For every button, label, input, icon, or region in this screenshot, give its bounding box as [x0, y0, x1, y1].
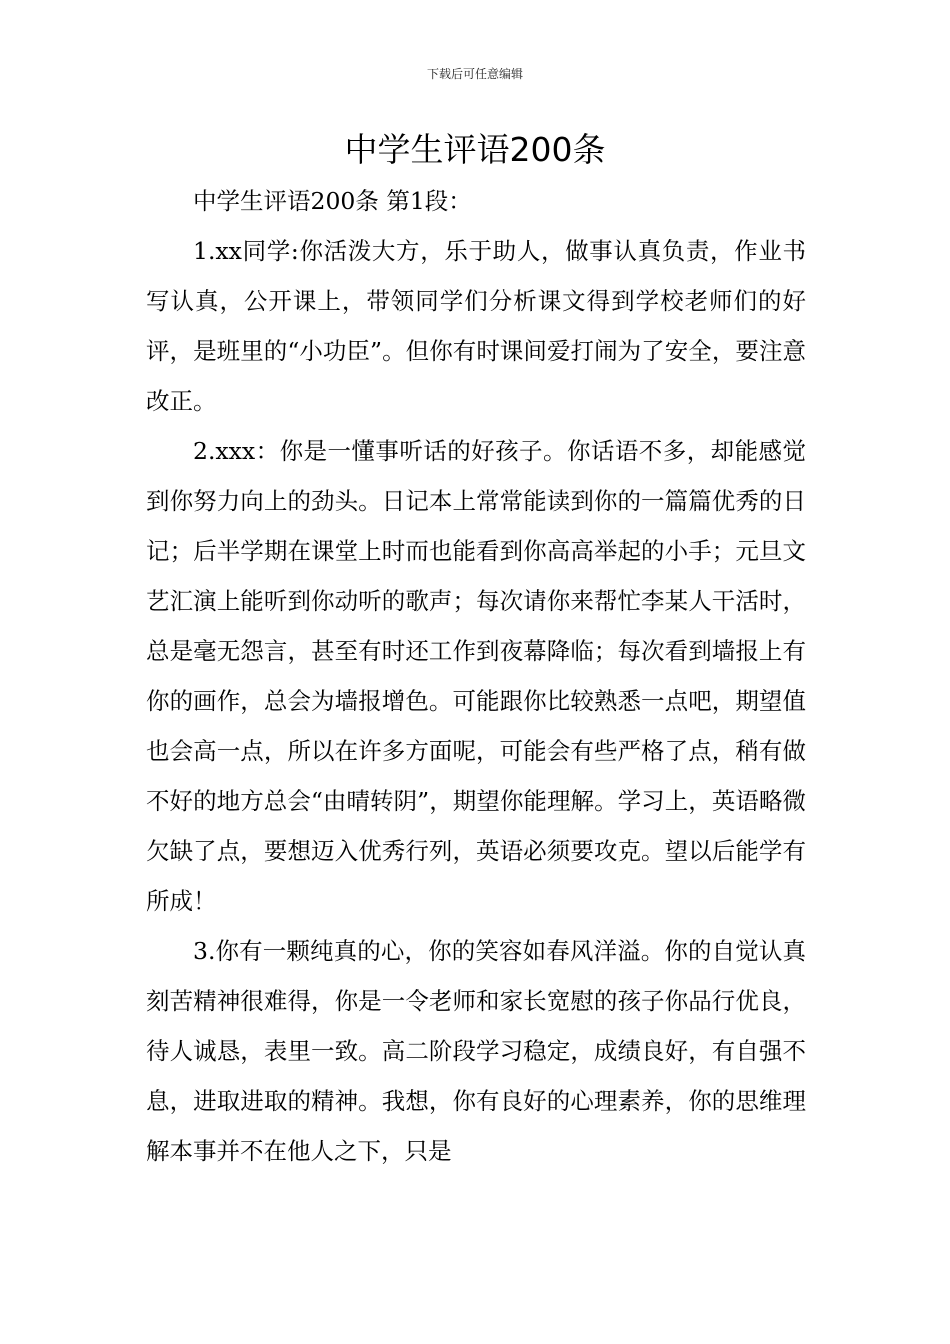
paragraph-comment-2: 2.xxx：你是一懂事听话的好孩子。你话语不多，却能感觉到你努力向上的劲头。日记本上常常能读到你的一篇篇优秀的日记；后半学期在课堂上时而也能看到你高高举起的小手；元旦文艺汇演上能听到你动听的歌声；每次请你来帮忙李某人干活时，总是毫无怨言，甚至有时还工作到夜幕降临；每次看到墙报上有你的画作，总会为墙报增色。可能跟你比较熟悉一点吧，期望值也会高一点，所以在许多方面呢，可能会有些严格了点，稍有做不好的地方总会“由晴转阴”，期望你能理解。学习上，英语略微欠缺了点，要想迈入优秀行列，英语必须要攻克。望以后能学有所成！ [146, 437, 806, 915]
paragraph-section-heading: 中学生评语200条 第1段： [193, 187, 472, 215]
page-header-note: 下载后可任意编辑 [426, 67, 523, 81]
document-title: 中学生评语200条 [344, 130, 606, 169]
paragraph-comment-1: 1.xx同学:你活泼大方，乐于助人，做事认真负责，作业书写认真，公开课上，带领同学们分析课文得到学校老师们的好评，是班里的“小功臣”。但你有时课间爱打闹为了安全，要注意改正。 [146, 237, 806, 415]
document-body [146, 176, 806, 1176]
paragraph-comment-3: 3.你有一颗纯真的心，你的笑容如春风洋溢。你的自觉认真刻苦精神很难得，你是一令老师和家长宽慰的孩子你品行优良，待人诚恳，表里一致。高二阶段学习稳定，成绩良好，有自强不息，进取进取的精神。我想，你有良好的心理素养，你的思维理解本事并不在他人之下，只是 [146, 937, 806, 1165]
